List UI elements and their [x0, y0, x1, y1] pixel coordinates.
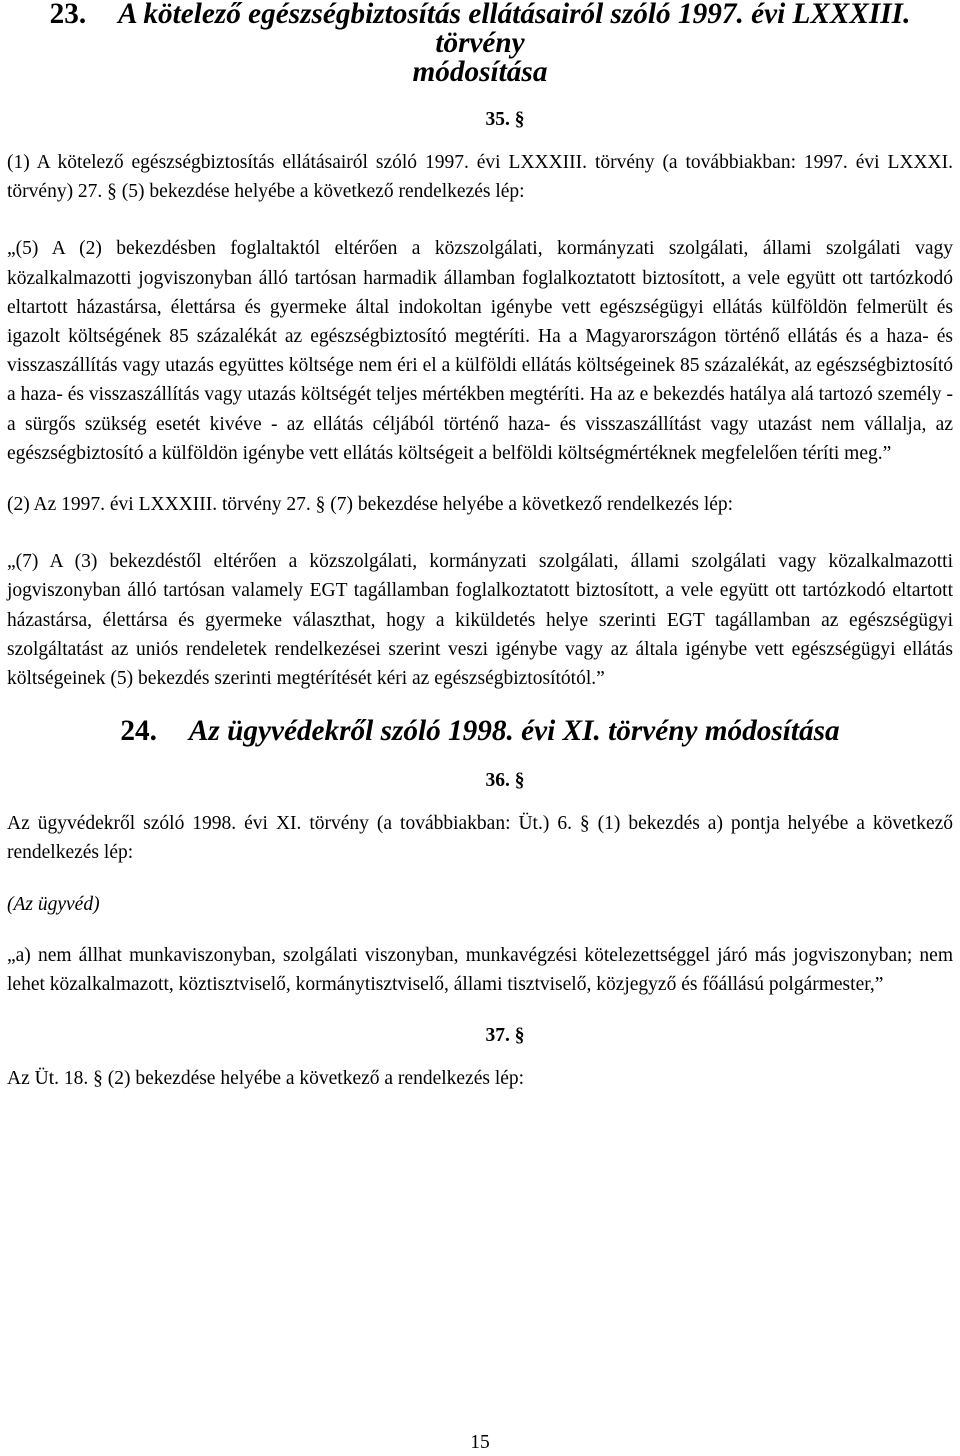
section-24-heading	[7, 717, 953, 746]
page-number: 15	[470, 1432, 490, 1453]
paragraph-36-text: Az ügyvédekről szóló 1998. évi XI. törvény (a továbbiakban: Üt.) 6. § (1) bekezdés a) pontja helyébe a következő rendelkezés lép:	[7, 813, 953, 864]
paragraph-35-2-text: (2) Az 1997. évi LXXXIII. törvény 27. § (7) bekezdése helyébe a következő rendelkezés lép:	[7, 494, 734, 516]
paragraph-35-label: 35. §	[485, 109, 525, 130]
paragraph-37-label: 37. §	[485, 1025, 525, 1047]
paragraph-36-quote: „a) nem állhat munkaviszonyban, szolgálati viszonyban, munkavégzési kötelezettséggel járó más jogviszonyban; nem lehet közalkalmazott, köztisztviselő, kormánytisztviselő, állami tisztviselő, közjegyző és főállású polgármester,”	[7, 944, 953, 996]
section-24-number: 24.	[120, 715, 157, 748]
paragraph-37-text: Az Üt. 18. § (2) bekezdése helyébe a következő a rendelkezés lép:	[7, 1068, 525, 1090]
section-23-number: 23.	[49, 0, 87, 30]
paragraph-36-label: 36. §	[485, 770, 525, 792]
section-23-title-line2: módosítása	[412, 56, 548, 88]
paragraph-35-2-quote: „(7) A (3) bekezdéstől eltérően a közszolgálati, kormányzati szolgálati, állami szolgálati vagy közalkalmazotti jogviszonyban álló tartósan valamely EGT tagállamban foglalkoztatott biztosított, a vele együtt ott tartózkodó eltartott házastársa, élettársa és gyermeke választhat, hogy a kiküldetés helye szerinti EGT tagállamban az egészségügyi szolgáltatást az uniós rendeletek rendelkezései szerint veszi igénybe vagy az általa igénybe vett egészségügyi ellátás költségeinek (5) bekezdés szerinti megtérítését kéri az egészségbiztosítótól.”	[7, 551, 953, 690]
paragraph-35-1-text: (1) A kötelező egészségbiztosítás ellátásairól szóló 1997. évi LXXXIII. törvény (a továbbiakban: 1997. évi LXXXI. törvény) 27. § (5) bekezdése helyébe a következő rendelkezés lép:	[7, 152, 953, 203]
section-23-title-line1: A kötelező egészségbiztosítás ellátásairól szóló 1997. évi LXXXIII. törvény	[118, 0, 911, 59]
paragraph-35-1-quote: „(5) A (2) bekezdésben foglaltaktól eltérően a közszolgálati, kormányzati szolgálati, állami szolgálati vagy közalkalmazotti jogviszonyban álló tartósan harmadik államban foglalkoztatott biztosított, a vele együtt ott tartózkodó eltartott házastársa, élettársa és gyermeke által indokoltan igénybe vett egészségügyi ellátás külföldön felmerült és igazolt költségének 85 százalékát az egészségbiztosító megtéríti. Ha a Magyarországon történő ellátás és a haza- és visszaszállítás vagy utazás együttes költsége nem éri el a külföldi ellátás költségeinek 85 százalékát, az egészségbiztosító a haza- és visszaszállítás vagy utazás költségét teljes mértékben megtéríti. Ha az e bekezdés hatálya alá tartozó személy - a sürgős szükség esetét kivéve - az ellátás céljából történő haza- és visszaszállítást vagy utazást nem vállalja, az egészségbiztosító a külföldön igénybe vett ellátás költségeit a belföldi költségmértéknek megfelelően téríti meg.”	[7, 238, 953, 464]
section-23-heading	[7, 0, 953, 87]
paragraph-36-context: (Az ügyvéd)	[7, 893, 100, 915]
section-24-title: Az ügyvédekről szóló 1998. évi XI. törvény módosítása	[188, 715, 840, 748]
